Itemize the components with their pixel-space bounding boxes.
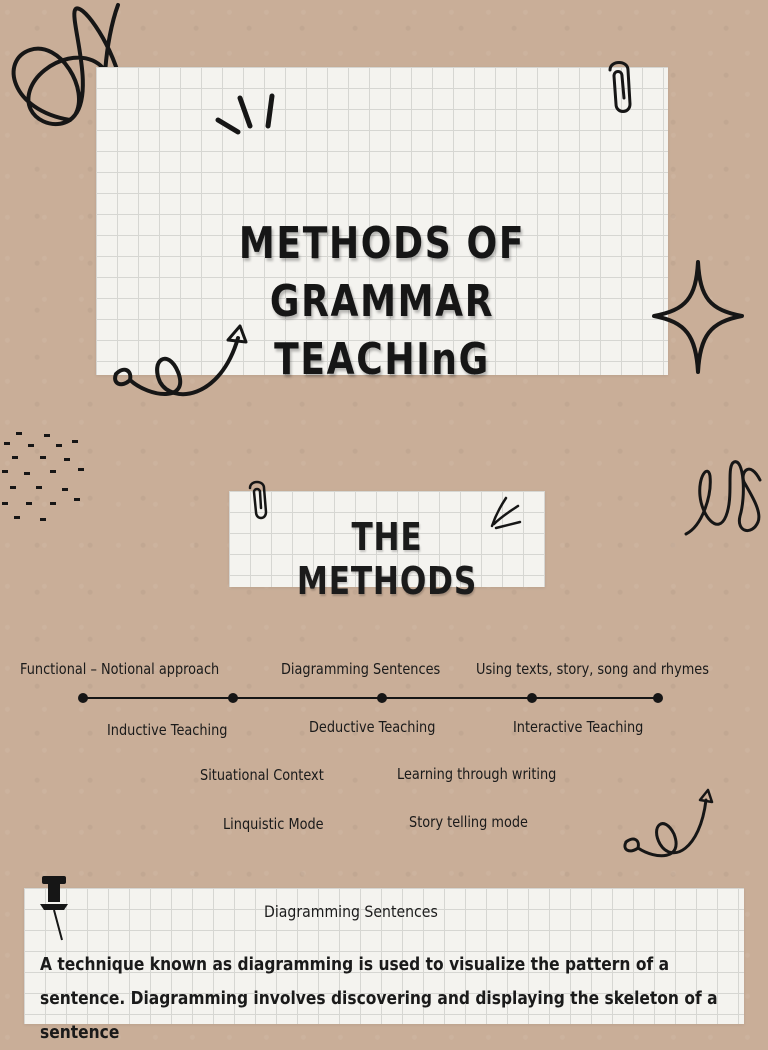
card-heading: Diagramming Sentences — [264, 902, 438, 921]
title-line-2: GRAMMAR — [269, 276, 495, 327]
diagramming-info-card — [24, 888, 744, 1043]
method-diagramming-sentences: Diagramming Sentences — [281, 660, 441, 678]
method-functional-notional: Functional – Notional approach — [20, 660, 220, 678]
title-line-3: TEACHInG — [274, 334, 490, 385]
card-body-line: sentence. Diagramming involves discovering and displaying the skeleton of a — [40, 988, 718, 1009]
method-deductive-teaching: Deductive Teaching — [309, 718, 436, 736]
section-title: THE METHODS — [296, 515, 478, 603]
method-using-texts: Using texts, story, song and rhymes — [476, 660, 709, 678]
card-body-line: A technique known as diagramming is used to visualize the pattern of a — [40, 954, 670, 975]
method-learning-through-writing: Learning through writing — [397, 765, 557, 783]
method-story-telling-mode: Story telling mode — [409, 813, 528, 831]
card-body-line: sentence — [40, 1022, 120, 1043]
method-interactive-teaching: Interactive Teaching — [513, 718, 644, 736]
card-body — [40, 948, 740, 1050]
push-pin-icon — [36, 874, 76, 944]
method-situational-context: Situational Context — [200, 766, 324, 784]
method-linguistic-mode: Linquistic Mode — [223, 815, 324, 833]
title-line-1: METHODS OF — [238, 218, 526, 269]
method-inductive-teaching: Inductive Teaching — [107, 721, 228, 739]
